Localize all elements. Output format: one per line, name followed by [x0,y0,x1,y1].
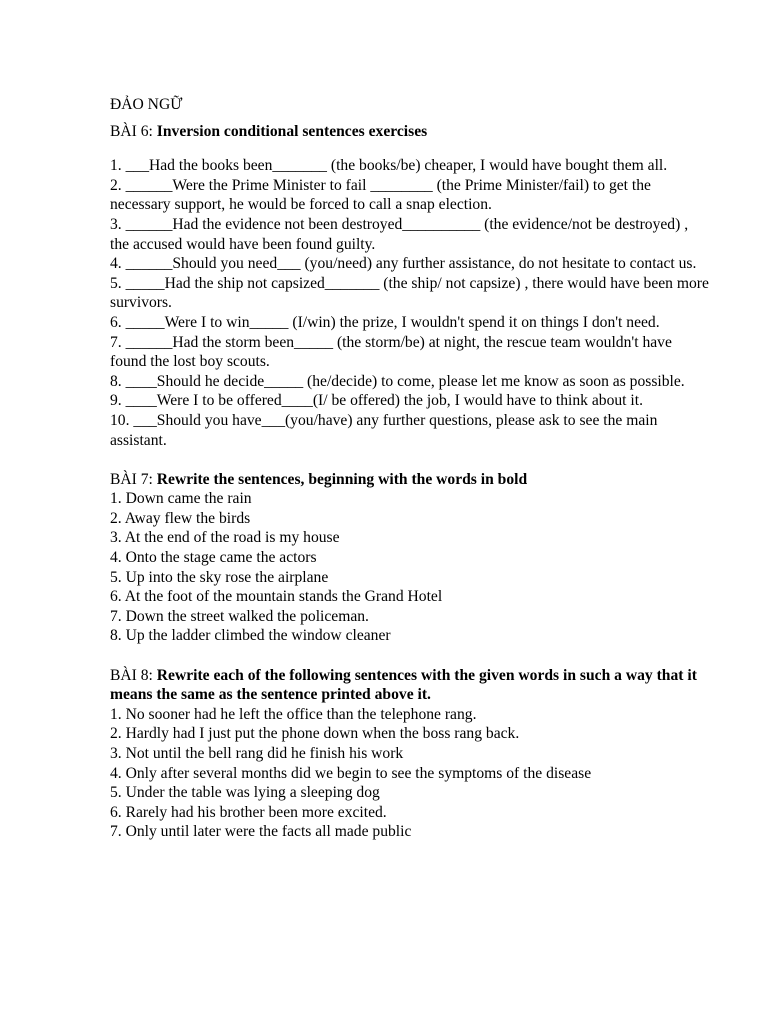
exercise-item: 2. Away flew the birds [110,509,251,527]
section-7-prefix: BÀI 7: [110,470,157,488]
spacer [110,646,710,666]
section-7-title: Rewrite the sentences, beginning with the words in bold [156,470,528,488]
document-title: ĐẢO NGỮ [110,96,183,113]
section-6-heading [110,122,710,142]
spacer [110,141,710,156]
exercise-item: 3. Not until the bell rang did he finish his work [110,745,404,762]
section-6-list [110,156,710,450]
exercise-item: 5. _____Had the ship not capsized_______ (the ship/ not capsize) , there would have been more survivors. [110,274,709,312]
document-page [110,95,710,842]
section-8-title: Rewrite each of the following sentences with the given words in such a way that it means the same as the sentence printed above it. [110,666,697,704]
exercise-item: 4. Only after several months did we begin to see the symptoms of the disease [110,764,592,782]
exercise-item: 2. Hardly had I just put the phone down when the boss rang back. [110,725,520,743]
exercise-item: 2. ______Were the Prime Minister to fail ________ (the Prime Minister/fail) to get the necessary support, he would be forced to call a snap election. [110,176,651,214]
section-8-heading [110,666,710,705]
section-6-prefix: BÀI 6: [110,122,157,140]
exercise-item: 4. ______Should you need___ (you/need) any further assistance, do not hesitate to contact us. [110,255,697,273]
section-7-heading [110,470,710,490]
exercise-item: 10. ___Should you have___(you/have) any further questions, please ask to see the main assistant. [110,411,658,449]
exercise-item: 6. At the foot of the mountain stands the Grand Hotel [110,588,443,606]
exercise-item: 7. Only until later were the facts all made public [110,823,412,841]
exercise-item: 4. Onto the stage came the actors [110,549,317,567]
exercise-item: 5. Under the table was lying a sleeping dog [110,784,380,802]
exercise-item: 5. Up into the sky rose the airplane [110,568,329,586]
section-8-list [110,705,710,842]
exercise-item: 7. Down the street walked the policeman. [110,607,369,625]
exercise-item: 1. ___Had the books been_______ (the books/be) cheaper, I would have bought them all. [110,157,668,175]
exercise-item: 3. ______Had the evidence not been destroyed__________ (the evidence/not be destroyed) , the accused would have been found guilty. [110,215,689,253]
exercise-item: 3. At the end of the road is my house [110,529,340,547]
section-8-prefix: BÀI 8: [110,666,157,684]
exercise-item: 6. Rarely had his brother been more excited. [110,803,387,821]
exercise-item: 1. No sooner had he left the office than the telephone rang. [110,705,477,723]
exercise-item: 8. ____Should he decide_____ (he/decide) to come, please let me know as soon as possible. [110,372,685,390]
exercise-item: 7. ______Had the storm been_____ (the storm/be) at night, the rescue team wouldn't have found the lost boy scouts. [110,333,672,371]
exercise-item: 8. Up the ladder climbed the window cleaner [110,627,391,645]
exercise-item: 6. _____Were I to win_____ (I/win) the prize, I wouldn't spend it on things I don't need. [110,313,660,331]
spacer [110,450,710,470]
section-7-list [110,489,710,646]
exercise-item: 1. Down came the rain [110,490,252,508]
section-6-title: Inversion conditional sentences exercises [156,122,428,140]
exercise-item: 9. ____Were I to be offered____(I/ be offered) the job, I would have to think about it. [110,392,643,410]
